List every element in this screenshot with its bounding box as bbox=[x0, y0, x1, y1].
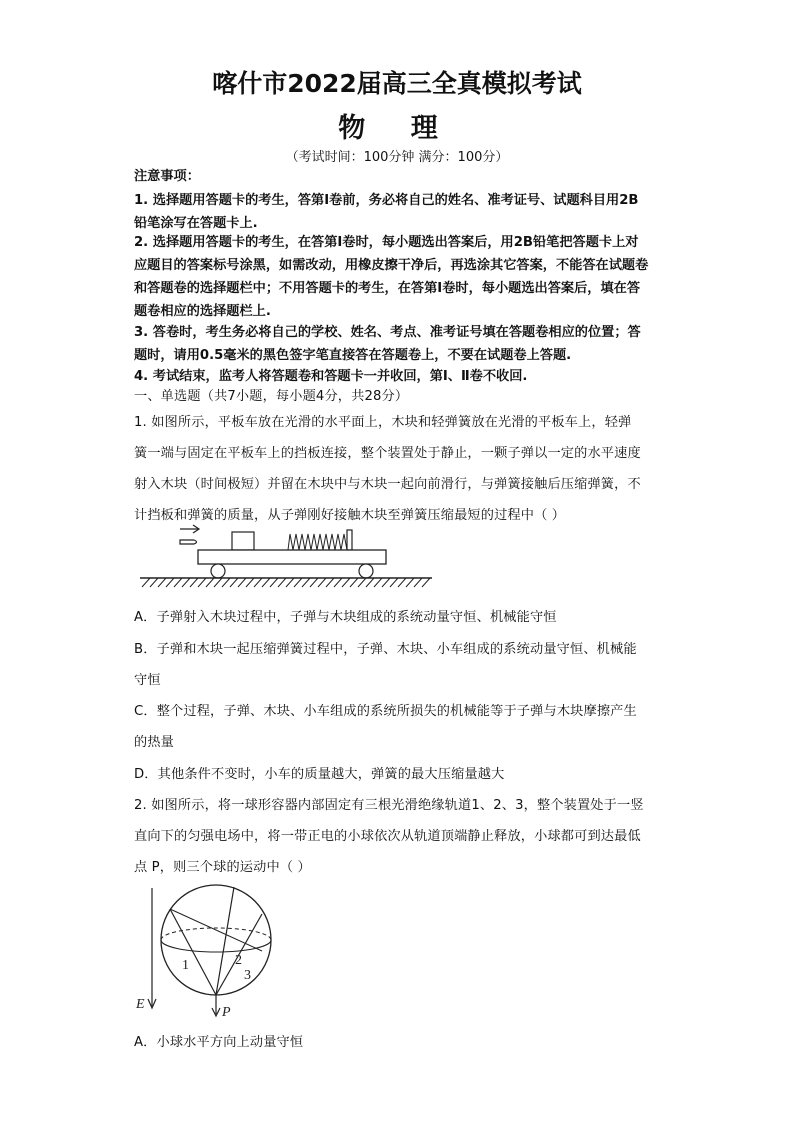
notice-heading: 注意事项： bbox=[134, 169, 200, 184]
notice-line: 和答题卷的选择题栏中；不用答题卡的考生，在答第Ⅰ卷时，每小题选出答案后，填在答 bbox=[134, 281, 641, 296]
sphere bbox=[161, 885, 271, 995]
q1-option-c-cont: 的热量 bbox=[134, 735, 175, 750]
q1-option-d: D．其他条件不变时，小车的质量越大，弹簧的最大压缩量越大 bbox=[134, 767, 505, 782]
track-label-3: 3 bbox=[244, 968, 251, 983]
q2-stem-line: 直向下的匀强电场中，将一带正电的小球依次从轨道顶端静止释放，小球都可到达最低 bbox=[134, 829, 641, 844]
q2-stem-line: 2. 如图所示，将一球形容器内部固定有三根光滑绝缘轨道1、2、3，整个装置处于一竖 bbox=[134, 798, 644, 813]
q2-sphere-figure bbox=[134, 884, 294, 1024]
track-label-1: 1 bbox=[182, 958, 189, 973]
q1-stem-line: 射入木块（时间极短）并留在木块中与木块一起向前滑行，与弹簧接触后压缩弹簧，不 bbox=[134, 477, 641, 492]
wood-block bbox=[232, 532, 254, 550]
q1-stem-line: 簧一端与固定在平板车上的挡板连接，整个装置处于静止，一颗子弹以一定的水平速度 bbox=[134, 446, 641, 461]
point-label: P bbox=[222, 1005, 231, 1020]
q2-option-a: A．小球水平方向上动量守恒 bbox=[134, 1035, 304, 1050]
notice-line: 4. 考试结束，监考人将答题卷和答题卡一并收回，第Ⅰ、Ⅱ卷不收回. bbox=[134, 369, 528, 384]
q1-stem-line: 1. 如图所示，平板车放在光滑的水平面上，木块和轻弹簧放在光滑的平板车上，轻弹 bbox=[134, 415, 632, 430]
notice-line: 2. 选择题用答题卡的考生，在答第Ⅰ卷时，每小题选出答案后，用2B铅笔把答题卡上对 bbox=[134, 235, 639, 250]
bullet-arrow-icon bbox=[180, 525, 199, 544]
cart-board bbox=[198, 550, 386, 564]
section-heading: 一、单选题（共7小题，每小题4分，共28分） bbox=[134, 389, 409, 404]
q2-stem-line: 点 P，则三个球的运动中（ ） bbox=[134, 860, 311, 875]
subject-title: 物 理 bbox=[338, 113, 456, 144]
q1-option-b: B．子弹和木块一起压缩弹簧过程中，子弹、木块、小车组成的系统动量守恒、机械能 bbox=[134, 642, 637, 657]
exam-title: 喀什市2022届高三全真模拟考试 bbox=[212, 69, 582, 98]
cart-wheel bbox=[211, 564, 225, 578]
cart-wheel bbox=[359, 564, 373, 578]
spring bbox=[288, 534, 347, 550]
notice-line: 题时，请用0.5毫米的黑色签字笔直接答在答题卷上，不要在试题卷上答题. bbox=[134, 348, 572, 363]
notice-line: 3. 答卷时，考生务必将自己的学校、姓名、考点、准考证号填在答题卷相应的位置；答 bbox=[134, 325, 641, 340]
q1-stem-line: 计挡板和弹簧的质量，从子弹刚好接触木块至弹簧压缩最短的过程中（ ） bbox=[134, 508, 566, 523]
q1-cart-figure bbox=[136, 520, 436, 600]
notice-line: 1. 选择题用答题卡的考生，答第Ⅰ卷前，务必将自己的姓名、准考证号、试题科目用2B bbox=[134, 193, 639, 208]
notice-line: 铅笔涂写在答题卡上. bbox=[134, 216, 258, 231]
ground-hatch bbox=[142, 578, 430, 587]
exam-info: （考试时间：100分钟 满分：100分） bbox=[285, 150, 509, 165]
notice-line: 应题目的答案标号涂黑，如需改动，用橡皮擦干净后，再选涂其它答案，不能答在试题卷 bbox=[134, 258, 649, 273]
stopper-plate bbox=[347, 530, 352, 550]
notice-line: 题卷相应的选择题栏上. bbox=[134, 304, 271, 319]
q1-option-a: A．子弹射入木块过程中，子弹与木块组成的系统动量守恒、机械能守恒 bbox=[134, 610, 557, 625]
track-label-2: 2 bbox=[235, 953, 242, 968]
q1-option-c: C．整个过程，子弹、木块、小车组成的系统所损失的机械能等于子弹与木块摩擦产生 bbox=[134, 704, 637, 719]
field-label: E bbox=[136, 997, 145, 1012]
q1-option-b-cont: 守恒 bbox=[134, 673, 161, 688]
